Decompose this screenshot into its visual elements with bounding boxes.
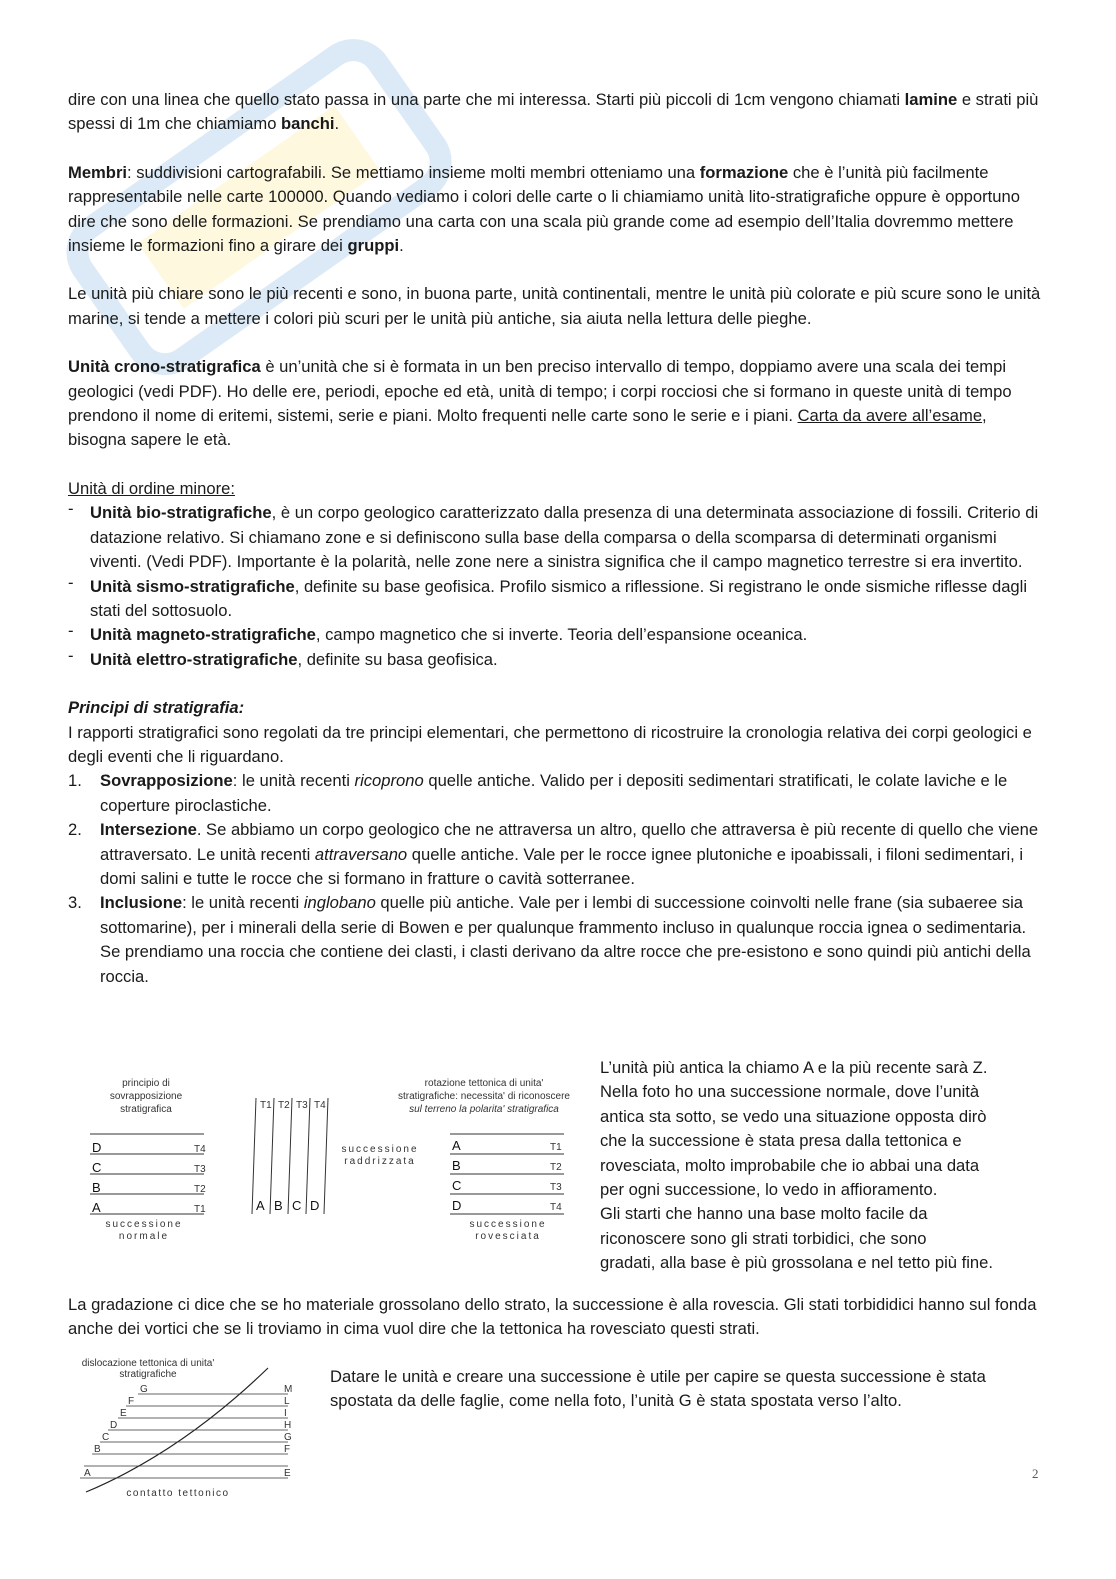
fig2-left-unit: B (94, 1444, 101, 1455)
fig2-left-unit: C (102, 1432, 110, 1443)
fig1-left-time: T1 (194, 1204, 206, 1215)
fig2-right-unit: E (284, 1468, 291, 1479)
page-number: 2 (1032, 1466, 1039, 1481)
fig2-caption: contatto tettonico (126, 1488, 230, 1499)
fig2-left-unit: A (84, 1468, 91, 1479)
paragraph-gradazione: La gradazione ci dice che se ho materiale grossolano dello strato, la successione è alla rovescia. Gli stati torbididici hanno sul fonda anche dei vortici che se li troviamo in cima vuol dire che la tettonica ha rovesciato questi strati. (68, 1294, 1037, 1338)
principles-intro: I rapporti stratigrafici sono regolati da tre principi elementari, che permettono di ricostruire la cronologia relativa dei corpi geologici e degli eventi che li riguardano. (68, 722, 1032, 766)
fig1-left-unit: A (92, 1200, 101, 1215)
fig2-right-unit: F (284, 1444, 291, 1455)
fig1-mid-caption-2: raddrizzata (344, 1156, 416, 1167)
list-item: - Unità sismo-stratigrafiche, definite su base geofisica. Profilo sismico a riflessione. Si registrano le onde sismiche riflesse dagli stati del sottosuolo. (68, 575, 1048, 624)
term-lamine: lamine (904, 90, 958, 109)
fig2-left-unit: G (140, 1384, 148, 1395)
fig1-right-unit: B (452, 1158, 461, 1173)
fig1-mid-time: T2 (278, 1100, 290, 1111)
fig1-right-time: T2 (550, 1162, 562, 1173)
fig1-mid-unit: C (292, 1198, 302, 1213)
fig1-mid-caption-1: successione (341, 1144, 419, 1155)
term-crono: Unità crono-stratigrafica (68, 357, 261, 377)
fig1-left-title-2: sovrapposizione (109, 1091, 183, 1102)
fig2-left-unit: D (110, 1420, 118, 1431)
list-item: - Unità magneto-stratigrafiche, campo magnetico che si inverte. Teoria dell’espansione oceanica. (68, 623, 1048, 647)
paragraph-colors: Le unità più chiare sono le più recenti e sono, in buona parte, unità continentali, mentre le unità più colorate e più scure sono le unità marine, si tende a mettere i colori più scuri per le unità più antiche, sia aiuta nella lettura delle pieghe. (68, 284, 1041, 328)
minor-units-list (68, 501, 1048, 672)
fig1-mid-time: T1 (260, 1100, 272, 1111)
heading-principles: Principi di stratigrafia: (68, 698, 245, 718)
list-item: 3. Inclusione: le unità recenti inglobano quelle più antiche. Vale per i lembi di successione coinvolti nelle frane (sia subaeree sia sottomarine), per i minerali della serie di Bowen e per qualunque frammento incluso in qualunque roccia ignea o sedimentaria. Se prendiamo una roccia che contiene dei clasti, i clasti derivano da altre rocce che pre-esistono e sono quindi più antichi della roccia. (68, 893, 1031, 986)
document-body (68, 88, 1048, 989)
fig1-right-unit: C (452, 1178, 462, 1193)
paragraph-datare: Datare le unità e creare una successione è utile per capire se questa successione è stata spostata da delle faglie, come nella foto, l’unità G è stata spostata verso l’alto. (330, 1366, 986, 1410)
fig1-right-time: T3 (550, 1182, 562, 1193)
fig1-left-title-1: principio di (122, 1078, 170, 1089)
fig2-right-unit: H (284, 1420, 292, 1431)
fig1-left-unit: C (92, 1160, 102, 1175)
list-item: - Unità bio-stratigrafiche, è un corpo geologico caratterizzato dalla presenza di una determinata associazione di fossili. Criterio di datazione relativo. Si chiamano zone e si definiscono sulla base della comparsa o della scomparsa di determinati organismi viventi. (Vedi PDF). Importante è la polarità, nelle zone nere a sinistra significa che il campo magnetico terrestre si era invertito. (68, 501, 1048, 574)
heading-minor-units: Unità di ordine minore: (68, 478, 235, 498)
fig1-left-unit: D (92, 1140, 102, 1155)
fig1-mid-unit: A (256, 1198, 265, 1213)
fig1-right-title-1: rotazione tettonica di unita' (424, 1078, 544, 1089)
list-item: 1. Sovrapposizione: le unità recenti ricoprono quelle antiche. Valido per i depositi sedimentari stratificati, le colate laviche e le coperture piroclastiche. (68, 771, 1008, 815)
paragraph-crono: Unità crono-stratigrafica è un’unità che si è formata in un ben preciso intervallo di tempo, doppiamo avere una scala dei tempi geologici (vedi PDF). Ho delle ere, periodi, epoche ed età, unità di tempo; i corpi rocciosi che si formano in queste unità di tempo prendono il nome di eritemi, sistemi, serie e piani. Molto frequenti nelle carte sono le serie e i piani. Carta da avere all’esame, bisogna sapere le età. (68, 357, 1012, 450)
fig1-right-title-3: sul terreno la polarita' stratigrafica (409, 1104, 559, 1115)
figure1-explanation: L’unità più antica la chiamo A e la più recente sarà Z. Nella foto ho una successione normale, dove l’unità antica sta sotto, se vedo una situazione opposta dirò che la successione è stata presa dalla tettonica e rovesciata, molto improbabile che io abbai una data per ogni successione, lo vedo in affioramento. Gli starti che hanno una base molto facile da riconoscere sono gli strati torbidici, che sono gradati, alla base è più grossolana e nel tetto più fine. (600, 1058, 993, 1273)
fig2-right-unit: G (284, 1432, 292, 1443)
fig2-title-2: stratigrafiche (119, 1369, 177, 1380)
fig2-right-unit: M (284, 1384, 293, 1395)
fig1-left-caption-1: successione (105, 1219, 183, 1230)
fig1-right-unit: D (452, 1198, 462, 1213)
fig1-mid-unit: B (274, 1198, 283, 1213)
fig1-left-time: T3 (194, 1164, 206, 1175)
fig1-right-caption-2: rovesciata (475, 1231, 541, 1242)
fig1-mid-time: T3 (296, 1100, 308, 1111)
fig2-title-1: dislocazione tettonica di unita' (81, 1358, 215, 1369)
term-formazione: formazione (699, 162, 789, 182)
list-item: - Unità elettro-stratigrafiche, definite su basa geofisica. (68, 648, 1048, 672)
term-gruppi: gruppi (347, 236, 400, 256)
fig1-left-time: T2 (194, 1184, 206, 1195)
term-membri: Membri (68, 162, 128, 182)
principles-list (68, 769, 1048, 989)
figure-dislocation (78, 1356, 318, 1506)
paragraph-membri: Membri: suddivisioni cartografabili. Se mettiamo insieme molti membri otteniamo una formazione che è l’unità più facilmente rappresentabile nelle carte 100000. Quando vediamo i colori delle carte o li chiamiamo unità lito-stratigrafiche oppure è opportuno dire che sono delle formazioni. Se prendiamo una carta con una scala più grande come ad esempio dell’Italia dovremmo mettere insieme le formazioni fino a girare dei gruppi. (68, 162, 1020, 256)
term-banchi: banchi (281, 114, 335, 134)
fig1-right-caption-1: successione (469, 1219, 547, 1230)
fig1-left-unit: B (92, 1180, 101, 1195)
fig1-mid-time: T4 (314, 1100, 326, 1111)
fig1-right-time: T1 (550, 1142, 562, 1153)
fig1-mid-unit: D (310, 1198, 320, 1213)
fig1-right-unit: A (452, 1138, 461, 1153)
fig1-left-title-3: stratigrafica (120, 1104, 172, 1115)
fig2-right-unit: L (284, 1396, 290, 1407)
fig2-left-unit: E (120, 1408, 127, 1419)
fig1-left-time: T4 (194, 1144, 206, 1155)
fig1-right-time: T4 (550, 1202, 562, 1213)
fig2-right-unit: I (284, 1408, 287, 1419)
fig1-right-title-2: stratigrafiche: necessita' di riconoscere (398, 1091, 570, 1102)
fig1-left-caption-2: normale (118, 1231, 170, 1242)
paragraph-laminae: dire con una linea che quello stato passa in una parte che mi interessa. Starti più piccoli di 1cm vengono chiamati lamine e strati più spessi di 1m che chiamiamo banchi. (68, 90, 1039, 134)
figure-superposition (84, 1064, 584, 1254)
underlined-note: Carta da avere all’esame (797, 406, 983, 426)
fig2-left-unit: F (128, 1396, 135, 1407)
list-item: 2. Intersezione. Se abbiamo un corpo geologico che ne attraversa un altro, quello che attraversa è più recente di quello che viene attraversato. Le unità recenti attraversano quelle antiche. Vale per le rocce ignee plutoniche e ipoabissali, i filoni sedimentari, i domi salini e tutte le rocce che si formano in fratture o cavità sotterranee. (68, 820, 1039, 888)
